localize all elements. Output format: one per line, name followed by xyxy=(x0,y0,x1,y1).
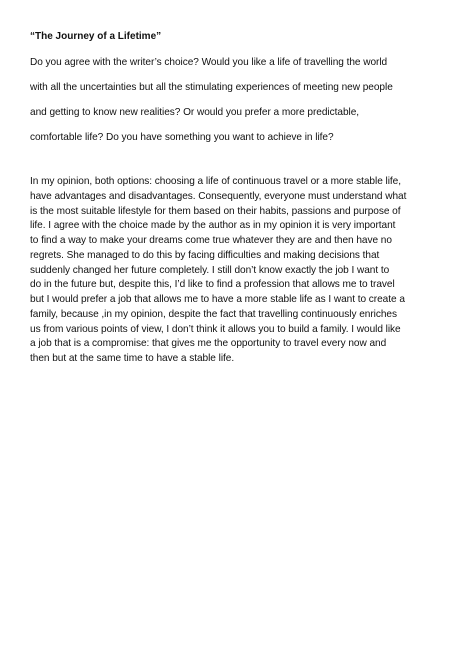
document-title: “The Journey of a Lifetime” xyxy=(30,31,162,42)
essay-line: us from various points of view, I don’t think it allows you to build a family. I would like xyxy=(30,323,401,335)
essay-line: family, because ,in my opinion, despite the fact that travelling continuously enriches xyxy=(30,308,397,320)
essay-line: life. I agree with the choice made by the author as in my opinion it is very important xyxy=(30,220,396,232)
essay-line: In my opinion, both options: choosing a life of continuous travel or a more stable life, xyxy=(30,176,401,187)
question-line: and getting to know new realities? Or would you prefer a more predictable, xyxy=(30,107,360,118)
question-line: with all the uncertainties but all the stimulating experiences of meeting new people xyxy=(30,82,393,93)
essay-line: have advantages and disadvantages. Consequently, everyone must understand what xyxy=(30,190,407,202)
question-line: Do you agree with the writer’s choice? Would you like a life of travelling the world xyxy=(30,57,388,68)
essay-line: but I would prefer a job that allows me to have a more stable life as I want to create a xyxy=(30,294,405,305)
essay-line: do in the future but, despite this, I’d like to find a profession that allows me to travel xyxy=(30,279,395,291)
essay-line: to find a way to make your dreams come true whatever they are and then have no xyxy=(30,235,392,246)
essay-paragraph xyxy=(30,175,448,367)
question-line: comfortable life? Do you have something you want to achieve in life? xyxy=(30,132,334,143)
essay-line: suddenly changed her future completely. I still don’t know exactly the job I want to xyxy=(30,264,390,276)
essay-line: then but at the same time to have a stable life. xyxy=(30,353,235,364)
essay-line: regrets. She managed to do this by facing difficulties and making decisions that xyxy=(30,249,380,261)
essay-line: is the most suitable lifestyle for them based on their habits, passions and purpose of xyxy=(30,205,401,217)
essay-line: a job that is a compromise: that gives me the opportunity to travel every now and xyxy=(30,338,387,350)
